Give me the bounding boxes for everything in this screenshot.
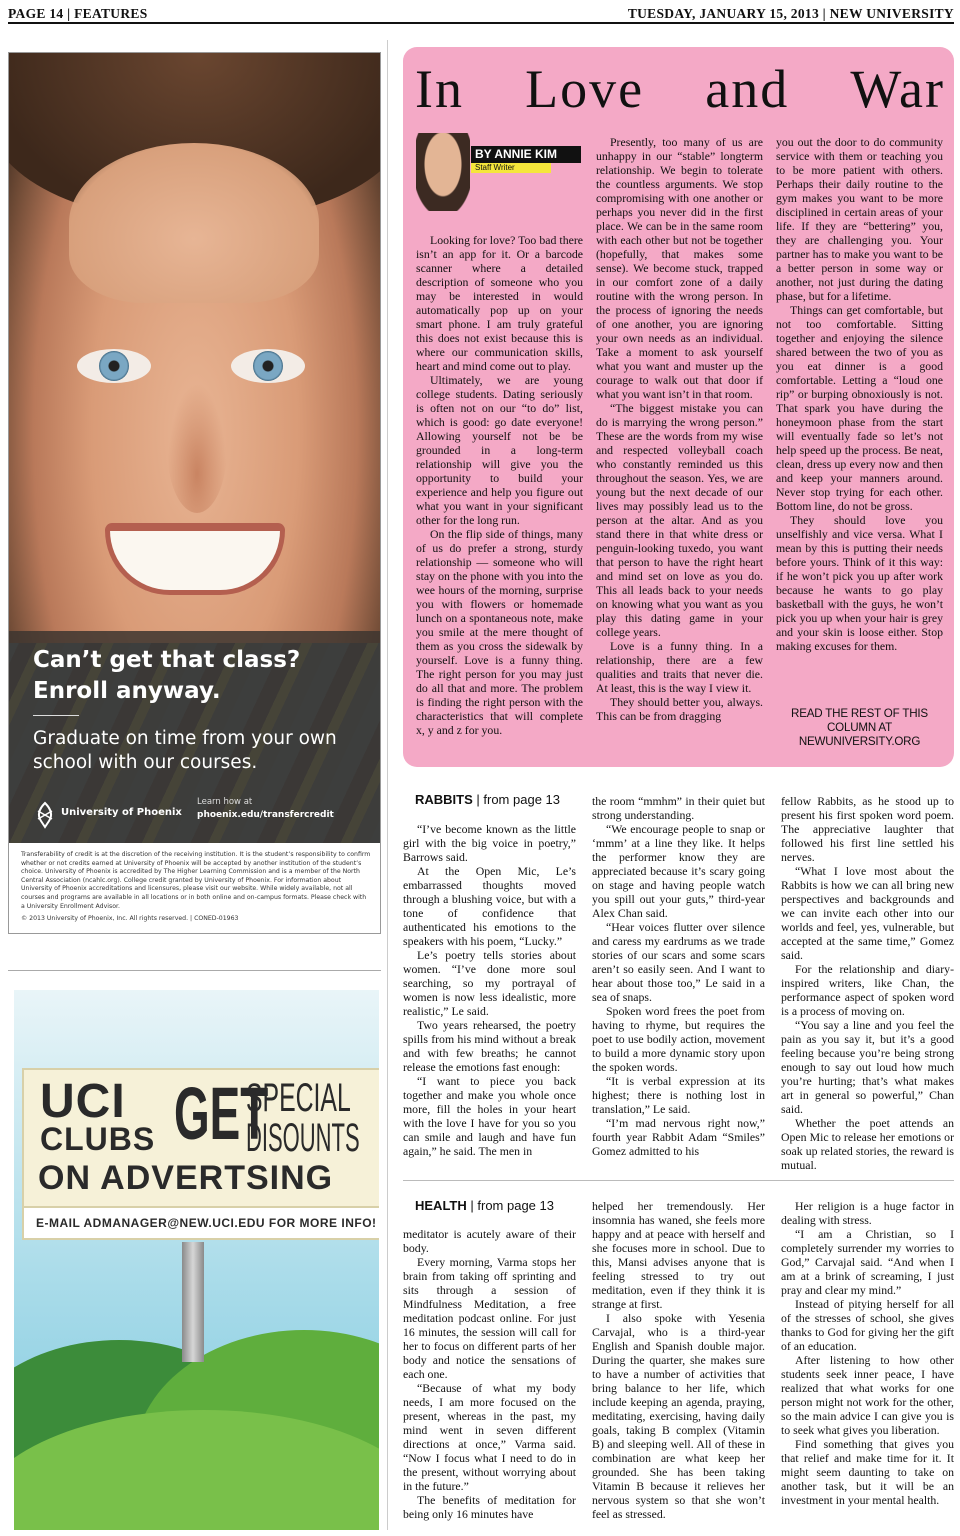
issue-date: TUESDAY, JANUARY 15, 2013 | NEW UNIVERSITY bbox=[627, 6, 954, 21]
smile bbox=[105, 523, 285, 595]
health-column-2: helped her tremendously. Her insomnia has waned, she feels more happy and at peace with herself and she focuses more in school. Due to this, Mansi advises anyone that is feeling stressed to try out meditation, even if they think it is strange at first. I also spoke with Yesenia Carvajal, who is a third-year English and Spanish double major. During the quarter, she makes sure to have a number of activities that bring balance to her life, which include keeping an agenda, praying, meditating, exercising, having daily goals, taking B complex (Vitamin B) and sleeping well. All of these in combination are what keep her grounded. She has been taking Vitamin B because it relieves her nervous system so that she won’t feel as stressed. bbox=[592, 1199, 765, 1521]
left-eye bbox=[77, 349, 151, 383]
column-divider bbox=[387, 40, 388, 1530]
ad-fine-print: Transferability of credit is at the discretion of the receiving institution. It is the student’s responsibility to confirm whether or not credits earned at University of Phoenix will be accepted by another institution of the student’s choice. University of Phoenix is accredited by The Higher Learning Commission and is a member of the North Central Association (ncahlc.org). College credit granted by University of Phoenix. For information about University of Phoenix accreditations and licensures, please visit our website. While widely available, not all courses and programs are available in all locations or in both online and on-campus formats. Please check with a University Enrollment Advisor. bbox=[21, 851, 371, 910]
rabbits-column-3: fellow Rabbits, as he stood up to present his first spoken word poem. The appreciative laughter that followed his first line settled his nerves. “What I love most about the Rabbits is how we can all bring new perspectives and backgrounds and we can invite each other into our worlds and feel, yes, vulnerable, but accepted at the same time,” Gomez said. For the relationship and diary-inspired writers, like Chan, the performance aspect of spoken word is a process of moving on. “You say a line and you feel the pain as you say it, but it’s a good feeling because you’re being strong enough to say out loud how much you’re hurting; that’s what makes art in general so powerful,” Chan said. Whether the poet attends an Open Mic to release her emotions or soak up related stories, the reward is mutual. bbox=[781, 794, 954, 1172]
health-column-3: Her religion is a huge factor in dealing with stress. “I am a Christian, so I completely surrender my worries to God,” Carvajal said. “And when I am at a brink of screaming, I just pray and clear my mind.” Instead of pitying herself for all of the stresses of school, she gives thanks to God for giving her the gift of an education. After listening to how other students seek inner peace, I have realized that what works for one person might not work for the other, so the main advice I can give you is to seek what gives you liberation. Find something that gives you that relief and make time for it. It might seem daunting to take on another task, but it will be an investment in your mental health. bbox=[781, 1199, 954, 1507]
article-title: In Love and War bbox=[415, 59, 945, 119]
ad-headline: Can’t get that class? Enroll anyway. bbox=[33, 647, 301, 704]
rabbits-column-2: the room “mmhm” in their quiet but strong understanding. “We encourage people to snap or ‘mmm’ at a line they like. It helps the performer know they are appreciated because it’s scary going on stage and having people watch you spill out your guts,” third-year Alex Chan said. “Hear voices flutter over silence and caress my eardrums as we trade stories of our scars and some scars aren’t so easily seen. And I want to hear about those too,” Le said in a sea of snaps. Spoken word frees the poet from having to rhyme, but requires the poet to use bodily action, movement to build a more dynamic story upon the spoken words. “It is verbal expression at its highest; there is nothing lost in translation,” Le said. “I’m mad nervous right now,” fourth year Rabbit Adam “Smiles” Gomez admitted to his bbox=[592, 794, 765, 1158]
author-photo bbox=[416, 133, 470, 211]
ad-url-link[interactable]: phoenix.edu/transfercredit bbox=[197, 810, 334, 820]
ad-discounts-text: DISOUNTS bbox=[246, 1116, 360, 1160]
ad-learn-label: Learn how at bbox=[197, 797, 253, 807]
ad-advertising-text: ON ADVERTSING bbox=[38, 1159, 334, 1197]
article-column-3: you out the door to do community service with them or teaching you to be more patient with others. Perhaps their daily routine to the gym makes you want to be more disciplined in certain areas of your life. If they are “bettering” you, they are challenging you. Your partner has to make you want to be a better person in some way or another, not just during the dating phase, but for a lifetime. Things can get comfortable, but not too comfortable. Sitting together and enjoying the silence shared between the two of you as you eat dinner is a good comfortable. Letting a “loud one rip” or burping obnoxiously is not. That spark you have during the honeymoon phase from the start will eventually fade so let’s not help speed up the process. Be neat, clean, dress up every now and then and keep your manners around. Never stop trying for each other. Bottom line, do not be gross. They should love you unselfishly and vice versa. What I mean by this is putting their needs before yours. Think of it this way: if he won’t pick you up after work because he wants to go play basketball with the guys, he won’t pick you up when your hair is grey and your skin is loose either. Stop making excuses for them. bbox=[776, 135, 943, 653]
ad-divider bbox=[8, 970, 381, 971]
ad-clubs-text: CLUBS bbox=[40, 1121, 156, 1157]
section-divider bbox=[403, 1180, 954, 1181]
masthead bbox=[8, 6, 954, 24]
ad-subheadline: Graduate on time from your own school with our courses. bbox=[33, 728, 337, 773]
face-highlight bbox=[69, 143, 319, 303]
ad-brand: University of Phoenix bbox=[61, 807, 182, 818]
health-column-1: meditator is acutely aware of their body. Every morning, Varma stops her brain from taking off sprinting and sits through a session of Mindfulness Meditation, a free meditation podcast online. For just 16 minutes, the session will call for her to focus on different parts of her body and notice the sensations of each one. “Because of what my body needs, I am more focused on the present, whereas in the past, my mind went in seven different directions at once,” Varma said. “Now I focus what I need to do in the present, without worrying about in the future.” The benefits of meditation for being only 16 minutes have bbox=[403, 1227, 576, 1521]
ad-copyright: © 2013 University of Phoenix, Inc. All rights reserved. | CONED-01963 bbox=[21, 915, 239, 922]
read-more-link[interactable]: READ THE REST OF THIS COLUMN AT NEWUNIVERSITY.ORG bbox=[791, 707, 928, 748]
ad-uci-text: UCI bbox=[40, 1075, 126, 1128]
article-column-2: Presently, too many of us are unhappy in our “stable” longterm relationship. We begin to tolerate the countless arguments. We stop compromising with one another or perhaps you never did in the first place. We can be in the same room with each other but not be together (hopefully, that makes some sense). We become stuck, trapped in our comfort zone of a daily routine with the wrong person. In the process of ignoring the needs of one another, you are ignoring your own needs as an individual. Take a moment to ask yourself what you want and muster up the courage to walk out that door if what you want isn’t in that room. “The biggest mistake you can do is marrying the wrong person.” These are the words from my wise and respected volleyball coach who constantly reminded us this throughout the season. Yes, we are young but the next decade of our lives may possibly lead us to the person at the altar. And as you stand there in that white dress or penguin-looking tuxedo, you want that person to have the right heart and mind set on love as you do. This all leads back to your needs on knowing what you want as you play this dating game in your college years. Love is a funny thing. In a relationship, there are a few qualities and traits that never die. At least, this is the way I view it. They should better you, always. This can be from dragging bbox=[596, 135, 763, 723]
ad-special-text: SPECIAL bbox=[246, 1076, 351, 1120]
uci-clubs-advertisement[interactable] bbox=[14, 990, 379, 1530]
article-column-1: Looking for love? Too bad there isn’t an app for it. Or a barcode scanner where a detailed description of someone who you may be interested in would automatically pop up on your smart phone. I am truly grateful this does not exist because this is where our communication skills, heart and mind come out to play. Ultimately, we are young college students. Dating seriously is often not on our “to do” list, which is good: go date everyone! Allowing yourself not be be grounded in a long-term relationship will give you the opportunity to build your experience and help you figure out what you want in your significant other for the long run. On the flip side of things, many of us do prefer a strong, sturdy relationship — someone who will stay on the phone with you into the wee hours of the morning, surprise you with flowers or homemade lunch on a spontaneous note, make you smile at the mere thought of them as you cross the sidewalk by yourself. Love is a funny thing. The right person for you may just do all that and more. The problem is finding the right person with the characteristics that will complete x, y and z for you. bbox=[416, 233, 583, 737]
billboard bbox=[22, 1068, 379, 1240]
phoenix-logo-icon bbox=[33, 801, 57, 829]
feature-in-love-and-war bbox=[403, 47, 954, 767]
right-eye bbox=[231, 349, 305, 383]
author-role: Staff Writer bbox=[471, 163, 551, 173]
page-label: PAGE 14 | FEATURES bbox=[8, 6, 148, 21]
ad-footer-bar bbox=[9, 783, 381, 843]
author-byline: BY ANNIE KIM bbox=[471, 146, 581, 163]
rabbits-jump-head: RABBITS | from page 13 bbox=[415, 792, 560, 807]
billboard-pole bbox=[182, 1242, 204, 1362]
nose-shade bbox=[167, 383, 227, 513]
ad-email-text[interactable]: E-MAIL ADMANAGER@NEW.UCI.EDU FOR MORE INFO! bbox=[24, 1206, 379, 1238]
ad-get-text: GET bbox=[174, 1072, 269, 1155]
phoenix-advertisement[interactable] bbox=[8, 52, 381, 934]
health-jump-head: HEALTH | from page 13 bbox=[415, 1198, 554, 1213]
ad-rule bbox=[33, 715, 79, 716]
rabbits-column-1: “I’ve become known as the little girl with the big voice in poetry,” Barrows said. At the Open Mic, Le’s embarrassed thoughts moved through a blushing voice, but with a tone of confidence that authenticated his emotions to the speakers with his poem, “Lucky.” Le’s poetry tells stories about women. “I’ve done more soul searching, so my portrayal of women is now less idealistic, more realistic,” Le said. Two years rehearsed, the poetry spills from his mind without a break and with few breaths; he cannot release the emotions fast enough: “I want to piece you back together and make you whole once more, fill the holes in your heart with the love I have for you so you can smile and laugh and have fun again,” he said. The men in bbox=[403, 822, 576, 1158]
